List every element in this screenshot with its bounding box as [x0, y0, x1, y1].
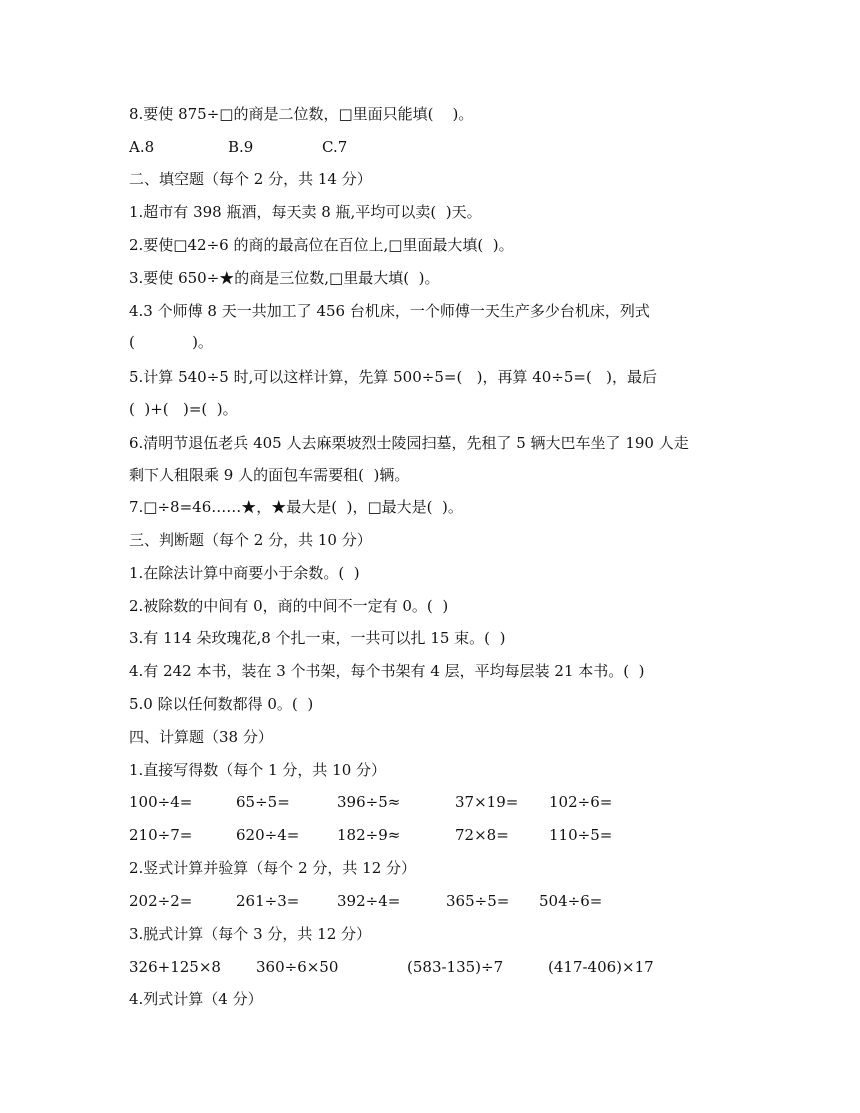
- calc-expression: 182÷9≈: [337, 826, 401, 844]
- calc-subheading-equation: 4.列式计算（4 分）: [129, 990, 263, 1008]
- fill-blank-item-continued: 剩下人租限乘 9 人的面包车需要租( )辆。: [129, 466, 410, 484]
- question-8: 8.要使 875÷□的商是二位数，□里面只能填( )。: [129, 105, 474, 123]
- calc-expression: 100÷4=: [129, 793, 193, 811]
- calc-expression: 72×8=: [455, 826, 509, 844]
- q8-option-a: A.8: [129, 138, 155, 156]
- calc-expression: 261÷3=: [236, 892, 300, 910]
- q8-option-b: B.9: [228, 138, 254, 156]
- fill-blank-item: 1.超市有 398 瓶酒，每天卖 8 瓶,平均可以卖( )天。: [129, 203, 482, 221]
- judgement-item: 1.在除法计算中商要小于余数。( ): [129, 564, 360, 582]
- fill-blank-item: 6.清明节退伍老兵 405 人去麻栗坡烈士陵园扫墓，先租了 5 辆大巴车坐了 190 人走: [129, 434, 689, 452]
- judgement-item: 2.被除数的中间有 0，商的中间不一定有 0。( ): [129, 597, 449, 615]
- calc-expression: (583-135)÷7: [407, 958, 504, 976]
- calc-expression: 365÷5=: [446, 892, 510, 910]
- calc-expression: 360÷6×50: [256, 958, 339, 976]
- calc-expression: 620÷4=: [236, 826, 300, 844]
- calc-expression: 102÷6=: [549, 793, 613, 811]
- fill-blank-item: 3.要使 650÷★的商是三位数,□里最大填( )。: [129, 269, 440, 287]
- calc-expression: 110÷5=: [549, 826, 613, 844]
- judgement-item: 3.有 114 朵玫瑰花,8 个扎一束，一共可以扎 15 束。( ): [129, 629, 506, 647]
- calc-expression: 326+125×8: [129, 958, 221, 976]
- section-judgement-heading: 三、判断题（每个 2 分，共 10 分）: [129, 531, 372, 549]
- calc-expression: 65÷5=: [236, 793, 290, 811]
- fill-blank-item-continued: ( )+( )=( )。: [129, 400, 238, 418]
- calc-subheading-direct: 1.直接写得数（每个 1 分，共 10 分）: [129, 761, 387, 779]
- calc-expression: 396÷5≈: [337, 793, 401, 811]
- calc-expression: 504÷6=: [539, 892, 603, 910]
- fill-blank-item: 4.3 个师傅 8 天一共加工了 456 台机床，一个师傅一天生产多少台机床，列式: [129, 302, 650, 320]
- calc-expression: 202÷2=: [129, 892, 193, 910]
- calc-subheading-stepwise: 3.脱式计算（每个 3 分，共 12 分）: [129, 925, 372, 943]
- calc-expression: 210÷7=: [129, 826, 193, 844]
- fill-blank-item: 5.计算 540÷5 时,可以这样计算，先算 500÷5=( )，再算 40÷5=( )，最后: [129, 368, 657, 386]
- section-calculation-heading: 四、计算题（38 分）: [129, 728, 273, 746]
- fill-blank-item: 2.要使□42÷6 的商的最高位在百位上,□里面最大填( )。: [129, 236, 514, 254]
- judgement-item: 5.0 除以任何数都得 0。( ): [129, 695, 314, 713]
- calc-expression: 392÷4=: [337, 892, 401, 910]
- fill-blank-item-continued: ( )。: [129, 333, 213, 351]
- calc-expression: 37×19=: [455, 793, 519, 811]
- q8-option-c: C.7: [322, 138, 348, 156]
- fill-blank-item: 7.□÷8=46……★，★最大是( )，□最大是( )。: [129, 498, 463, 516]
- section-fill-blank-heading: 二、填空题（每个 2 分，共 14 分）: [129, 170, 372, 188]
- calc-expression: (417-406)×17: [548, 958, 654, 976]
- judgement-item: 4.有 242 本书，装在 3 个书架，每个书架有 4 层，平均每层装 21 本书。( ): [129, 662, 645, 680]
- calc-subheading-vertical: 2.竖式计算并验算（每个 2 分，共 12 分）: [129, 859, 417, 877]
